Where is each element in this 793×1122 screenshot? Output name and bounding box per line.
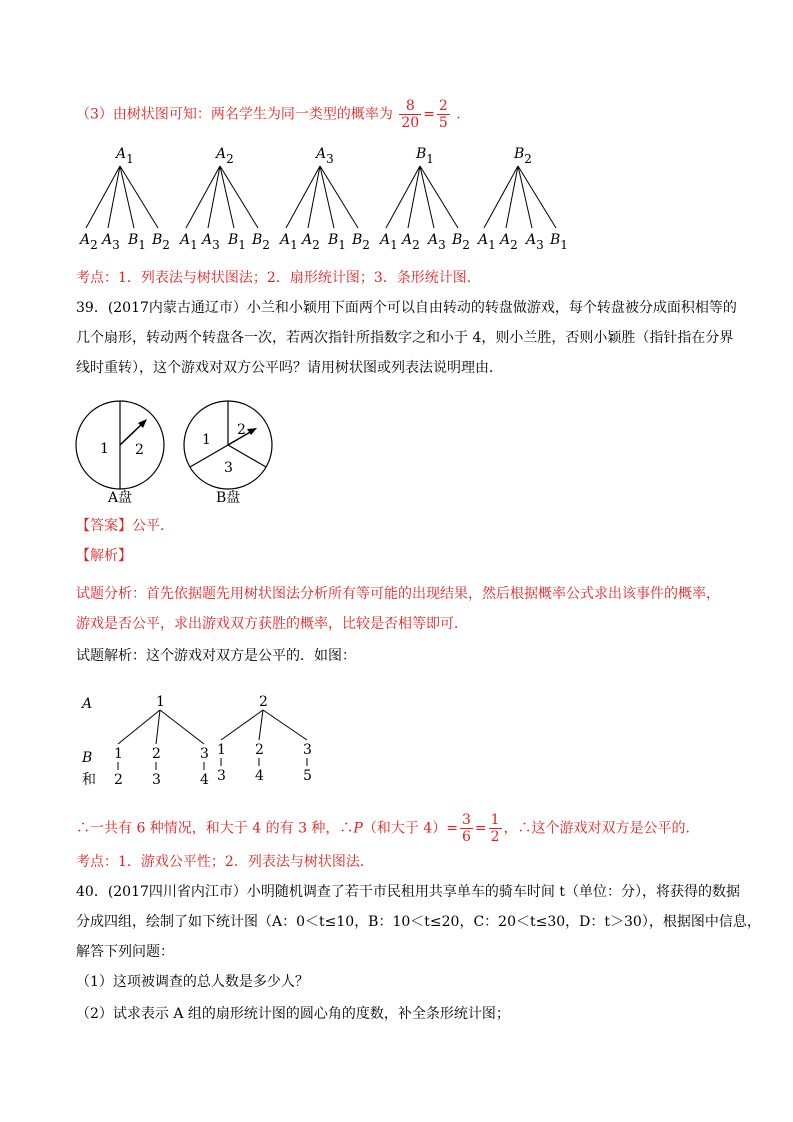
analysis-line-3: 试题解析：这个游戏对双方是公平的．如图： <box>76 648 356 664</box>
q39-line-2: 几个扇形，转动两个转盘各一次，若两次指针所指数字之和小于 4，则小兰胜，否则小颖胜（指针指在分界 <box>76 330 734 346</box>
tree-branch <box>420 166 434 228</box>
tree-leaf-label: A2 <box>302 232 320 252</box>
tree-branch <box>120 166 134 228</box>
conclusion-event: （和大于 4） <box>362 820 447 837</box>
sum-tree-group-2 <box>217 694 312 784</box>
tree-branch <box>286 166 320 228</box>
tree-root-label: B1 <box>416 146 434 166</box>
fraction-numerator: 3 <box>461 812 471 828</box>
tree-leaf-label: A3 <box>526 232 544 252</box>
row-label-a: A <box>82 696 93 712</box>
tree-leaf-label: A1 <box>478 232 496 252</box>
sum-tree-child: 3 <box>200 746 209 762</box>
sum-tree-sum: 5 <box>303 768 312 784</box>
spinner-b-label-2: 2 <box>237 422 246 438</box>
part3-line <box>76 98 461 131</box>
sum-tree-child: 2 <box>152 746 161 762</box>
tree-branch <box>420 166 458 228</box>
tree-leaf-label: A2 <box>402 232 420 252</box>
spinner-a <box>76 401 164 506</box>
sum-tree-branch <box>259 710 263 740</box>
sum-tree-child: 1 <box>217 742 226 758</box>
sum-tree-child: 1 <box>114 746 123 762</box>
sum-tree-group-1 <box>114 694 209 788</box>
q39-line-1: 39．(2017内蒙古通辽市）小兰和小颖用下面两个可以自由转动的转盘做游戏，每个转盘被分成面积相等的 <box>76 300 737 316</box>
tree-root-label: B2 <box>514 146 532 166</box>
tree-branch <box>320 166 358 228</box>
tree-branch <box>506 166 518 228</box>
kaodian-line-1: 考点：1．列表法与树状图法；2．扇形统计图；3．条形统计图． <box>76 270 481 286</box>
tree-branch <box>518 166 556 228</box>
q40-sub-2: （2）试求表示 A 组的扇形统计图的圆心角的度数，补全条形统计图； <box>76 1006 510 1022</box>
tree-branch <box>208 166 220 228</box>
fraction-denominator: 6 <box>461 829 471 845</box>
tree-4 <box>378 146 470 252</box>
tree-leaf-label: B1 <box>228 232 246 252</box>
row-label-sum: 和 <box>82 772 96 788</box>
spinner-a-label-2: 2 <box>135 442 144 458</box>
tree-leaf-label: A3 <box>428 232 446 252</box>
tree-leaf-label: A2 <box>80 232 98 252</box>
sum-tree-branch <box>118 710 160 744</box>
q39-line-3: 线时重转），这个游戏对双方公平吗？请用树状图或列表法说明理由． <box>76 360 503 376</box>
q40-line-1: 40．(2017四川省内江市）小明随机调查了若干市民租用共享单车的骑车时间 t（单位：分），将获得的数据 <box>76 884 740 900</box>
fraction-denominator: 20 <box>401 115 420 131</box>
tree-branch <box>320 166 334 228</box>
tree-3 <box>278 146 370 252</box>
spinner-b-label-3: 3 <box>224 460 233 476</box>
fraction-3-6 <box>460 812 473 845</box>
analysis-line-2: 游戏是否公平，求出游戏双方获胜的概率，比较是否相等即可． <box>76 616 468 632</box>
tree-leaf-label: B2 <box>152 232 170 252</box>
tree-root-label: A1 <box>116 146 134 166</box>
sum-tree-child: 2 <box>255 742 264 758</box>
tree-leaf-label: B1 <box>328 232 346 252</box>
tree-branch <box>386 166 420 228</box>
tree-leaf-label: A2 <box>500 232 518 252</box>
row-label-b: B <box>82 750 93 766</box>
tree-diagram-types <box>0 140 793 255</box>
tree-5 <box>476 146 568 252</box>
analysis-title: 【解析】 <box>76 548 132 564</box>
sum-tree-sum: 3 <box>152 772 161 788</box>
part3-prefix: （3）由树状图可知：两名学生为同一类型的概率为 <box>76 106 393 123</box>
tree-leaf-label: B1 <box>128 232 146 252</box>
tree-leaf-label: A1 <box>280 232 298 252</box>
tree-branch <box>220 166 258 228</box>
tree-root-label: A3 <box>316 146 334 166</box>
tree-leaf-label: B1 <box>550 232 568 252</box>
tree-leaf-label: B2 <box>252 232 270 252</box>
tree-branch <box>408 166 420 228</box>
fraction-1-2 <box>489 812 502 845</box>
probability-symbol: P <box>353 820 363 837</box>
arrowhead-icon <box>247 428 257 435</box>
spinner-b-label-1: 1 <box>202 432 211 448</box>
tree-branch <box>108 166 120 228</box>
part3-suffix: . <box>456 106 461 123</box>
q40-line-2: 分成四组，绘制了如下统计图（A：0＜t≤10，B：10＜t≤20，C：20＜t≤30，D：t＞30），根据图中信息， <box>76 914 761 930</box>
fraction-numerator: 1 <box>490 812 500 828</box>
tree-branch <box>518 166 532 228</box>
tree-branch <box>186 166 220 228</box>
spinner-a-caption: A盘 <box>108 490 133 506</box>
analysis-line-1: 试题分析：首先依据题先用树状图法分析所有等可能的出现结果，然后根据概率公式求出该事件的概率， <box>76 586 720 602</box>
spinner-a-label-1: 1 <box>100 441 109 457</box>
spinner-b <box>184 401 272 506</box>
answer-line: 【答案】公平． <box>76 518 174 534</box>
sum-tree-branch <box>160 710 204 744</box>
fraction-denominator: 2 <box>490 829 500 845</box>
conclusion-prefix: ∴一共有 6 种情况，和大于 4 的有 3 种，∴ <box>76 820 354 837</box>
sum-tree-sum: 4 <box>255 768 264 784</box>
tree-leaf-label: B2 <box>352 232 370 252</box>
fraction-8-20 <box>399 98 421 131</box>
fraction-numerator: 8 <box>399 98 421 115</box>
tree-leaf-label: A1 <box>180 232 198 252</box>
sum-tree-sum: 2 <box>114 772 123 788</box>
tree-diagram-sums <box>70 680 390 790</box>
tree-branch <box>308 166 320 228</box>
sum-tree-branch <box>263 710 307 740</box>
tree-leaf-label: A1 <box>380 232 398 252</box>
sum-tree-child: 3 <box>303 742 312 758</box>
sum-tree-root: 2 <box>259 694 268 710</box>
tree-leaf-label: B2 <box>452 232 470 252</box>
fraction-2-5 <box>437 98 450 131</box>
sum-tree-sum: 3 <box>217 768 226 784</box>
equals-sign: = <box>446 820 458 837</box>
tree-root-label: A2 <box>216 146 234 166</box>
spinner-b-caption: B盘 <box>216 490 241 506</box>
q40-line-3: 解答下列问题： <box>76 944 174 960</box>
sum-tree-branch <box>156 710 160 744</box>
tree-1 <box>78 146 170 252</box>
equals-sign: = <box>474 820 487 837</box>
conclusion-line <box>76 812 700 845</box>
sum-tree-branch <box>221 710 263 740</box>
equals-sign: = <box>423 106 435 123</box>
fraction-denominator: 5 <box>438 115 448 131</box>
conclusion-suffix: ，∴这个游戏对双方是公平的． <box>503 820 700 837</box>
kaodian-line-2: 考点：1．游戏公平性；2．列表法与树状图法． <box>76 854 374 870</box>
tree-leaf-label: A3 <box>202 232 220 252</box>
spinners-figure <box>60 382 300 512</box>
tree-leaf-label: A3 <box>102 232 120 252</box>
fraction-numerator: 2 <box>438 98 448 114</box>
tree-2 <box>178 146 270 252</box>
tree-branch <box>86 166 120 228</box>
sum-tree-root: 1 <box>156 694 165 710</box>
sum-tree-sum: 4 <box>200 772 209 788</box>
tree-branch <box>484 166 518 228</box>
q40-sub-1: （1）这项被调查的总人数是多少人？ <box>76 974 309 990</box>
tree-branch <box>120 166 158 228</box>
tree-branch <box>220 166 234 228</box>
